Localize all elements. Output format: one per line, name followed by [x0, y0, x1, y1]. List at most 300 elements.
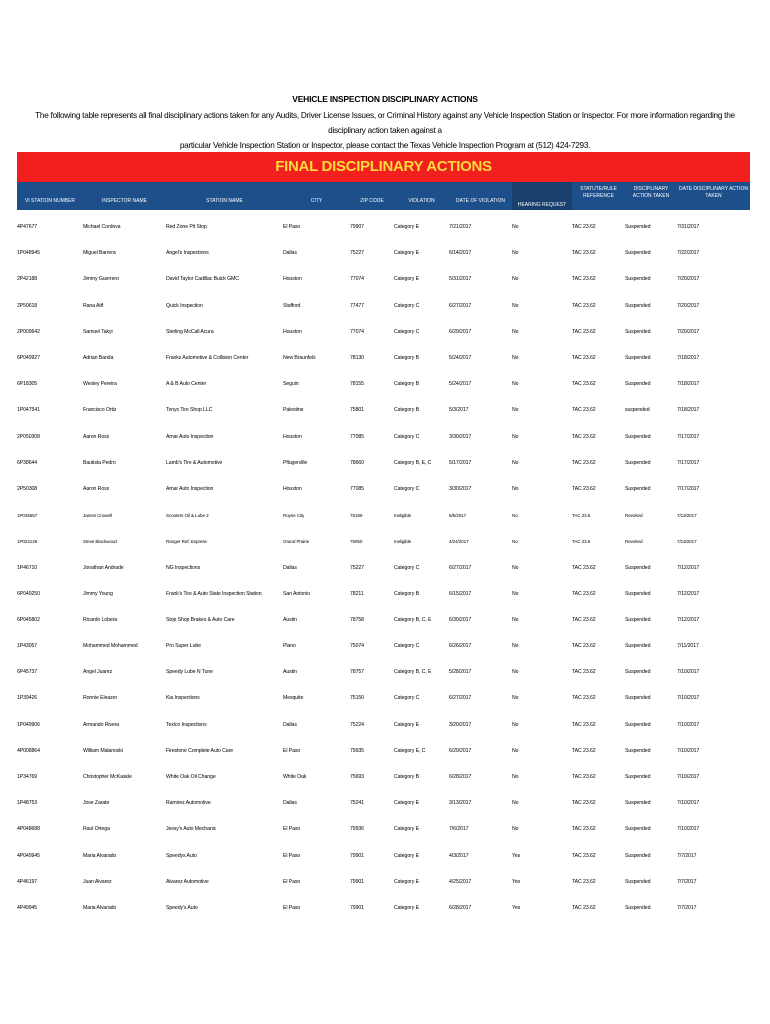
header-hearing-request: HEARING REQUEST	[512, 182, 572, 210]
cell-statute-reference: TAC 23.62	[572, 433, 596, 440]
cell-inspector-name: Adrian Banda	[83, 355, 114, 362]
header-statute-rule-reference	[572, 186, 625, 200]
cell-statute-reference: TAC 23.5	[572, 538, 591, 544]
table-row	[17, 266, 750, 292]
cell-hearing-request: No	[512, 747, 519, 754]
cell-vi-station-number: 2P050308	[17, 433, 40, 440]
cell-vi-station-number: 1P48753	[17, 800, 38, 807]
cell-date-of-violation: 6/14/2017	[449, 250, 472, 257]
cell-station-name: Ramirez Automotive	[166, 800, 211, 807]
cell-action-taken: Suspended	[625, 328, 651, 335]
cell-inspector-name: Maria Alvarado	[83, 852, 117, 859]
cell-hearing-request: No	[512, 800, 519, 807]
cell-action-taken: Suspended	[625, 852, 651, 859]
cell-date-of-violation: 6/28/2017	[449, 904, 472, 911]
cell-vi-station-number: 1P39426	[17, 695, 38, 702]
cell-date-action-taken: 7/18/2017	[677, 355, 700, 362]
cell-date-of-violation: 6/26/2017	[449, 643, 472, 650]
cell-zip-code: 77477	[350, 302, 364, 309]
header-disciplinary-action	[625, 186, 677, 200]
cell-city: El Paso	[283, 747, 301, 754]
cell-zip-code: 75227	[350, 564, 364, 571]
table-row	[17, 240, 750, 266]
cell-date-of-violation: 4/24/2017	[449, 538, 469, 544]
cell-statute-reference: TAC 23.62	[572, 224, 596, 231]
cell-date-of-violation: 5/28/2017	[449, 669, 472, 676]
cell-city: Houston	[283, 485, 302, 492]
cell-violation: Category E	[394, 904, 419, 911]
cell-station-name: Speedy's Auto	[166, 904, 198, 911]
cell-date-action-taken: 7/20/2017	[677, 328, 700, 335]
cell-violation: Category E	[394, 878, 419, 885]
cell-station-name: Frank's Tire & Auto State Inspection Station	[166, 590, 262, 597]
cell-city: Dallas	[283, 564, 297, 571]
cell-station-name: NG Inspections	[166, 564, 201, 571]
cell-date-action-taken: 7/10/2017	[677, 695, 700, 702]
cell-date-action-taken: 7/12/2017	[677, 616, 700, 623]
cell-date-action-taken: 7/7/2017	[677, 852, 697, 859]
cell-inspector-name: Francisco Ortiz	[83, 407, 117, 414]
cell-zip-code: 78130	[350, 355, 364, 362]
cell-inspector-name: Aaron Ross	[83, 485, 110, 492]
table-row	[17, 319, 750, 345]
cell-station-name: White Oak Oil Change	[166, 774, 216, 781]
table-row	[17, 397, 750, 423]
cell-inspector-name: William Malanoski	[83, 747, 123, 754]
cell-city: Dallas	[283, 250, 297, 257]
cell-inspector-name: James Crowell	[83, 512, 112, 518]
table-row	[17, 607, 750, 633]
cell-vi-station-number: 1P46710	[17, 564, 38, 571]
cell-statute-reference: TAC 23.62	[572, 485, 596, 492]
cell-hearing-request: No	[512, 616, 519, 623]
cell-action-taken: Suspended	[625, 643, 651, 650]
cell-hearing-request: No	[512, 485, 519, 492]
cell-zip-code: 79901	[350, 878, 364, 885]
cell-date-of-violation: 5/3/2017	[449, 407, 469, 414]
cell-vi-station-number: 2P009642	[17, 328, 40, 335]
cell-statute-reference: TAC 23.62	[572, 564, 596, 571]
cell-zip-code: 79936	[350, 826, 364, 833]
table-row	[17, 869, 750, 895]
cell-violation: Category C	[394, 328, 420, 335]
cell-violation: Ineligible	[394, 512, 412, 518]
cell-date-of-violation: 4/3/2017	[449, 852, 469, 859]
cell-station-name: Amar Auto Inspection	[166, 433, 214, 440]
cell-date-of-violation: 6/28/2017	[449, 774, 472, 781]
cell-date-action-taken: 7/13/2017	[677, 512, 697, 518]
header-date-disciplinary-action	[677, 186, 750, 200]
cell-statute-reference: TAC 23.62	[572, 774, 596, 781]
cell-date-action-taken: 7/18/2017	[677, 381, 700, 388]
cell-action-taken: Suspended	[625, 564, 651, 571]
header-date-action-line1: DATE DISCIPLINARY ACTION	[679, 186, 748, 192]
cell-inspector-name: Ricardo Lobera	[83, 616, 118, 623]
table-row	[17, 685, 750, 711]
cell-violation: Category C	[394, 485, 420, 492]
header-station-name: STATION NAME	[206, 198, 243, 204]
cell-city: Royse City	[283, 512, 305, 518]
cell-hearing-request: No	[512, 538, 518, 544]
cell-date-of-violation: 6/29/2017	[449, 328, 472, 335]
cell-statute-reference: TAC 23.62	[572, 250, 596, 257]
table-row	[17, 293, 750, 319]
cell-violation: Category C	[394, 433, 420, 440]
cell-inspector-name: Bautista Pedro	[83, 459, 116, 466]
cell-date-action-taken: 7/22/2017	[677, 250, 700, 257]
cell-statute-reference: TAC 23.62	[572, 459, 596, 466]
cell-zip-code: 75150	[350, 695, 364, 702]
cell-action-taken: Suspended	[625, 616, 651, 623]
cell-statute-reference: TAC 23.62	[572, 590, 596, 597]
cell-violation: Category B, C, E	[394, 669, 432, 676]
cell-hearing-request: No	[512, 381, 519, 388]
cell-station-name: Sterling McCall Acura	[166, 328, 214, 335]
header-action-line1: DISCIPLINARY	[633, 186, 669, 192]
cell-violation: Category C	[394, 302, 420, 309]
table-row	[17, 816, 750, 842]
cell-station-name: A & B Auto Center	[166, 381, 207, 388]
cell-station-name: Ranger Ref. Express	[166, 538, 207, 544]
cell-statute-reference: TAC 23.62	[572, 669, 596, 676]
cell-vi-station-number: 6P049250	[17, 590, 40, 597]
cell-station-name: Alvarez Automotive	[166, 878, 209, 885]
table-row	[17, 371, 750, 397]
cell-action-taken: suspended	[625, 407, 650, 414]
cell-city: Pflugerville	[283, 459, 308, 466]
cell-action-taken: Revoked	[625, 512, 643, 518]
header-violation: VIOLATION	[408, 198, 435, 204]
header-inspector-name: INSPECTOR NAME	[102, 198, 147, 204]
cell-violation: Category B	[394, 774, 419, 781]
cell-date-of-violation: 5/17/2017	[449, 459, 472, 466]
cell-zip-code: 75224	[350, 721, 364, 728]
cell-zip-code: 75693	[350, 774, 364, 781]
cell-zip-code: 79935	[350, 747, 364, 754]
cell-date-action-taken: 7/12/2017	[677, 564, 700, 571]
cell-station-name: Speedys Auto	[166, 852, 197, 859]
cell-date-action-taken: 7/20/2017	[677, 276, 700, 283]
cell-hearing-request: No	[512, 224, 519, 231]
table-row	[17, 895, 750, 921]
cell-zip-code: 79901	[350, 852, 364, 859]
cell-zip-code: 78155	[350, 381, 364, 388]
cell-hearing-request: No	[512, 564, 519, 571]
cell-date-of-violation: 5/24/2017	[449, 355, 472, 362]
cell-date-action-taken: 7/10/2017	[677, 774, 700, 781]
document-title: VEHICLE INSPECTION DISCIPLINARY ACTIONS	[292, 94, 478, 104]
cell-city: El Paso	[283, 904, 301, 911]
cell-city: New Braunfels	[283, 355, 316, 362]
cell-vi-station-number: 1P43057	[17, 643, 38, 650]
cell-zip-code: 78660	[350, 459, 364, 466]
cell-violation: Category B	[394, 381, 419, 388]
cell-station-name: Scooters Oil & Lube 2	[166, 512, 209, 518]
cell-action-taken: Suspended	[625, 224, 651, 231]
cell-hearing-request: No	[512, 250, 519, 257]
table-row	[17, 345, 750, 371]
cell-hearing-request: Yes	[512, 852, 521, 859]
cell-station-name: Tonys Tire Shop LLC	[166, 407, 213, 414]
cell-violation: Category E	[394, 224, 419, 231]
cell-zip-code: 78211	[350, 590, 364, 597]
table-row	[17, 790, 750, 816]
cell-action-taken: Suspended	[625, 826, 651, 833]
cell-station-name: Red Zone Pit Stop	[166, 224, 207, 231]
cell-date-action-taken: 7/13/2017	[677, 538, 697, 544]
cell-vi-station-number: 2P50618	[17, 302, 38, 309]
cell-city: Dallas	[283, 800, 297, 807]
cell-violation: Category C	[394, 695, 420, 702]
cell-hearing-request: No	[512, 328, 519, 335]
cell-inspector-name: Samuel Takyi	[83, 328, 113, 335]
cell-action-taken: Suspended	[625, 485, 651, 492]
cell-date-of-violation: 6/27/2017	[449, 564, 472, 571]
cell-action-taken: Suspended	[625, 721, 651, 728]
cell-hearing-request: No	[512, 433, 519, 440]
cell-statute-reference: TAC 23.62	[572, 695, 596, 702]
cell-zip-code: 79907	[350, 224, 364, 231]
cell-inspector-name: Jose Zarate	[83, 800, 110, 807]
cell-city: San Antonio	[283, 590, 310, 597]
cell-date-of-violation: 6/30/2017	[449, 616, 472, 623]
cell-city: El Paso	[283, 224, 301, 231]
table-row	[17, 214, 750, 240]
cell-hearing-request: No	[512, 669, 519, 676]
table-row	[17, 528, 750, 554]
cell-inspector-name: Ronnie Eleazer	[83, 695, 118, 702]
header-zip-code: ZIP CODE	[360, 198, 384, 204]
cell-city: Austin	[283, 669, 297, 676]
disciplinary-actions-table	[17, 214, 750, 921]
cell-date-of-violation: 7/6/2017	[449, 826, 469, 833]
cell-violation: Category C	[394, 643, 420, 650]
header-city: CITY	[310, 198, 323, 204]
cell-action-taken: Suspended	[625, 276, 651, 283]
cell-action-taken: Revoked	[625, 538, 643, 544]
cell-vi-station-number: 4P048688	[17, 826, 40, 833]
cell-zip-code: 77074	[350, 276, 364, 283]
table-row	[17, 659, 750, 685]
cell-action-taken: Suspended	[625, 433, 651, 440]
cell-action-taken: Suspended	[625, 774, 651, 781]
cell-hearing-request: No	[512, 407, 519, 414]
cell-date-of-violation: 3/30/2017	[449, 433, 472, 440]
cell-hearing-request: No	[512, 774, 519, 781]
cell-date-action-taken: 7/10/2017	[677, 800, 700, 807]
cell-date-action-taken: 7/10/2017	[677, 826, 700, 833]
cell-violation: Category E	[394, 852, 419, 859]
cell-station-name: Franks Automotive & Collision Center	[166, 355, 249, 362]
cell-date-action-taken: 7/18/2017	[677, 407, 700, 414]
cell-violation: Category E	[394, 800, 419, 807]
cell-date-of-violation: 5/31/2017	[449, 276, 472, 283]
cell-action-taken: Suspended	[625, 381, 651, 388]
cell-vi-station-number: 1P048945	[17, 250, 40, 257]
cell-zip-code: 75801	[350, 407, 364, 414]
cell-station-name: Jessy's Auto Mechanic	[166, 826, 217, 833]
cell-vi-station-number: 4P47677	[17, 224, 38, 231]
cell-statute-reference: TAC 23.62	[572, 276, 596, 283]
cell-inspector-name: Jimmy Young	[83, 590, 113, 597]
cell-date-of-violation: 4/25/2017	[449, 878, 472, 885]
cell-hearing-request: No	[512, 826, 519, 833]
cell-vi-station-number: 6P045802	[17, 616, 40, 623]
cell-violation: Category B	[394, 407, 419, 414]
cell-vi-station-number: 1P049906	[17, 721, 40, 728]
cell-date-action-taken: 7/31/2017	[677, 224, 700, 231]
cell-statute-reference: TAC 23.5	[572, 512, 591, 518]
cell-zip-code: 75050	[350, 538, 363, 544]
cell-inspector-name: Christopher McKaskle	[83, 774, 132, 781]
cell-hearing-request: No	[512, 302, 519, 309]
cell-city: Seguin	[283, 381, 299, 388]
cell-date-of-violation: 6/27/2017	[449, 302, 472, 309]
cell-vi-station-number: 6P18305	[17, 381, 38, 388]
cell-date-action-taken: 7/10/2017	[677, 669, 700, 676]
cell-statute-reference: TAC 23.62	[572, 302, 596, 309]
cell-hearing-request: No	[512, 276, 519, 283]
cell-city: El Paso	[283, 826, 301, 833]
cell-date-action-taken: 7/10/2017	[677, 747, 700, 754]
cell-zip-code: 75189	[350, 512, 363, 518]
cell-zip-code: 75241	[350, 800, 364, 807]
header-date-of-violation: DATE OF VIOLATION	[456, 198, 505, 204]
cell-vi-station-number: 4P49945	[17, 904, 38, 911]
cell-inspector-name: Jimmy Guerrero	[83, 276, 119, 283]
cell-inspector-name: Jonathan Andrade	[83, 564, 124, 571]
cell-statute-reference: TAC 23.62	[572, 747, 596, 754]
cell-inspector-name: Armando Rivera	[83, 721, 120, 728]
header-date-action-line2: TAKEN	[705, 193, 722, 199]
cell-date-of-violation: 6/15/2017	[449, 590, 472, 597]
cell-vi-station-number: 1P047541	[17, 407, 40, 414]
cell-zip-code: 78757	[350, 669, 364, 676]
cell-statute-reference: TAC 23.62	[572, 852, 596, 859]
cell-inspector-name: Michael Cordova	[83, 224, 121, 231]
cell-city: Houston	[283, 433, 302, 440]
cell-violation: Category E	[394, 250, 419, 257]
cell-action-taken: Suspended	[625, 747, 651, 754]
table-row	[17, 424, 750, 450]
cell-violation: Category E	[394, 826, 419, 833]
cell-inspector-name: Raul Ortega	[83, 826, 110, 833]
cell-zip-code: 77085	[350, 433, 364, 440]
cell-violation: Category E	[394, 721, 419, 728]
cell-inspector-name: Angel Juarez	[83, 669, 113, 676]
table-row	[17, 633, 750, 659]
cell-statute-reference: TAC 23.62	[572, 407, 596, 414]
cell-vi-station-number: 6P049927	[17, 355, 40, 362]
cell-station-name: Stop Shop Brakes & Auto Care	[166, 616, 235, 623]
cell-vi-station-number: 6P45737	[17, 669, 38, 676]
cell-date-of-violation: 6/5/2017	[449, 512, 467, 518]
cell-hearing-request: No	[512, 643, 519, 650]
cell-date-of-violation: 6/29/2017	[449, 747, 472, 754]
cell-violation: Ineligible	[394, 538, 412, 544]
cell-statute-reference: TAC 23.62	[572, 328, 596, 335]
cell-violation: Category E, C	[394, 747, 426, 754]
table-row	[17, 554, 750, 580]
cell-vi-station-number: 6P38644	[17, 459, 38, 466]
cell-hearing-request: No	[512, 459, 519, 466]
cell-zip-code: 77074	[350, 328, 364, 335]
cell-hearing-request: No	[512, 590, 519, 597]
cell-zip-code: 75227	[350, 250, 364, 257]
cell-violation: Category B, E, C	[394, 459, 432, 466]
cell-date-action-taken: 7/12/2017	[677, 590, 700, 597]
cell-statute-reference: TAC 23.62	[572, 616, 596, 623]
cell-date-action-taken: 7/17/2017	[677, 485, 700, 492]
cell-date-of-violation: 3/30/2017	[449, 485, 472, 492]
cell-city: Grand Prairie	[283, 538, 310, 544]
cell-vi-station-number: 1P036557	[17, 512, 38, 518]
cell-city: Houston	[283, 276, 302, 283]
cell-city: Dallas	[283, 721, 297, 728]
cell-action-taken: Suspended	[625, 904, 651, 911]
cell-action-taken: Suspended	[625, 459, 651, 466]
table-row	[17, 843, 750, 869]
cell-statute-reference: TAC 23.62	[572, 381, 596, 388]
cell-inspector-name: Mohammed Mohammed	[83, 643, 138, 650]
cell-station-name: Quick Inspection	[166, 302, 203, 309]
cell-action-taken: Suspended	[625, 590, 651, 597]
cell-vi-station-number: 2P42188	[17, 276, 38, 283]
cell-date-of-violation: 5/24/2017	[449, 381, 472, 388]
cell-inspector-name: Maria Alvarado	[83, 904, 117, 911]
cell-city: El Paso	[283, 878, 301, 885]
header-vi-station-number: VI STATION NUMBER	[24, 198, 76, 204]
cell-vi-station-number: 1P34769	[17, 774, 38, 781]
cell-date-of-violation: 7/21/2017	[449, 224, 472, 231]
cell-date-action-taken: 7/17/2017	[677, 433, 700, 440]
table-body	[17, 214, 750, 921]
table-row	[17, 450, 750, 476]
cell-violation: Category B	[394, 355, 419, 362]
cell-zip-code: 78758	[350, 616, 364, 623]
cell-inspector-name: Juan Alvarez	[83, 878, 112, 885]
cell-date-action-taken: 7/7/2017	[677, 878, 697, 885]
cell-action-taken: Suspended	[625, 878, 651, 885]
table-row	[17, 712, 750, 738]
cell-vi-station-number: 1P022149	[17, 538, 38, 544]
cell-action-taken: Suspended	[625, 695, 651, 702]
cell-statute-reference: TAC 23.62	[572, 355, 596, 362]
cell-city: Houston	[283, 328, 302, 335]
cell-action-taken: Suspended	[625, 302, 651, 309]
cell-city: Austin	[283, 616, 297, 623]
cell-statute-reference: TAC 23.62	[572, 643, 596, 650]
table-row	[17, 502, 750, 528]
cell-inspector-name: Aaron Ross	[83, 433, 110, 440]
cell-city: White Oak	[283, 774, 307, 781]
cell-city: Palestine	[283, 407, 304, 414]
cell-hearing-request: Yes	[512, 904, 521, 911]
cell-zip-code: 75074	[350, 643, 364, 650]
table-header	[17, 182, 750, 210]
cell-violation: Category E	[394, 276, 419, 283]
cell-zip-code: 77085	[350, 485, 364, 492]
cell-violation: Category B	[394, 590, 419, 597]
table-row	[17, 581, 750, 607]
cell-station-name: Angel's Inspections	[166, 250, 209, 257]
cell-station-name: Firestone Complete Auto Care	[166, 747, 233, 754]
cell-statute-reference: TAC 23.62	[572, 904, 596, 911]
intro-line-1: The following table represents all final disciplinary actions taken for any Audits, Driver License Issues, or Criminal History against any Vehicle Inspection Station or Inspector. For more information regarding the disciplinary action taken against a	[35, 111, 735, 135]
cell-vi-station-number: 4P049945	[17, 852, 40, 859]
cell-action-taken: Suspended	[625, 250, 651, 257]
intro-paragraph	[20, 108, 750, 153]
